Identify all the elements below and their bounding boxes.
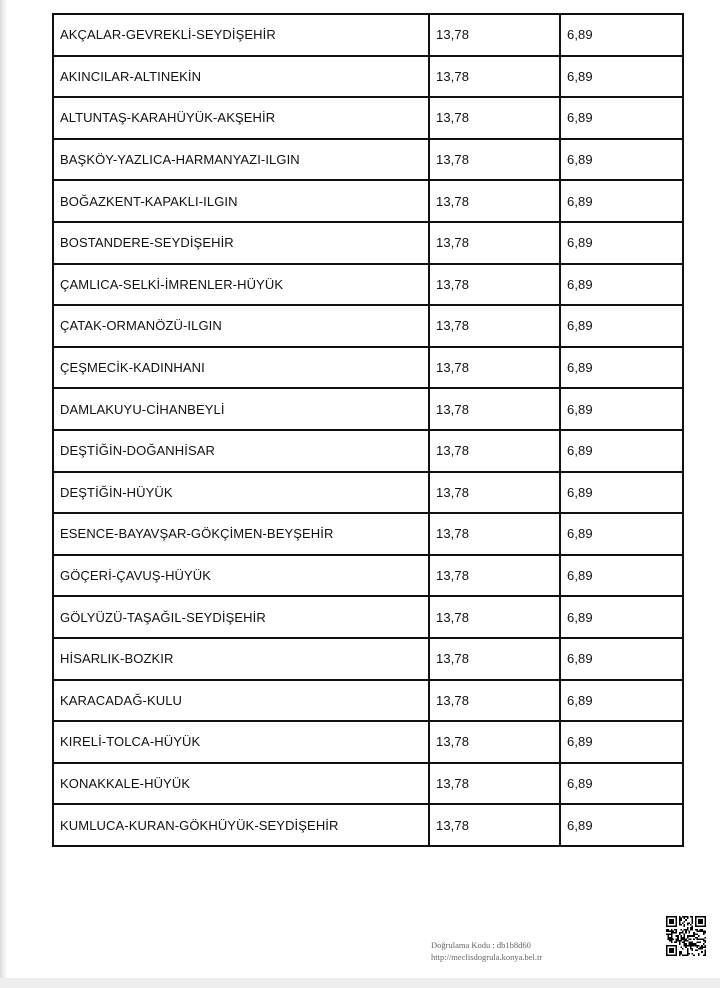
cell-name: BOSTANDERE-SEYDİŞEHİR xyxy=(53,222,429,264)
bottom-strip xyxy=(0,978,720,988)
cell-value-2: 6,89 xyxy=(560,264,683,306)
cell-value-2: 6,89 xyxy=(560,97,683,139)
table-row xyxy=(53,430,683,472)
cell-value-1: 13,78 xyxy=(429,763,560,805)
cell-name: AKINCILAR-ALTINEKİN xyxy=(53,56,429,98)
cell-value-1: 13,78 xyxy=(429,222,560,264)
cell-value-2: 6,89 xyxy=(560,596,683,638)
table-row xyxy=(53,139,683,181)
page-edge xyxy=(0,0,8,988)
cell-name: BAŞKÖY-YAZLICA-HARMANYAZI-ILGIN xyxy=(53,139,429,181)
table-row xyxy=(53,305,683,347)
cell-value-1: 13,78 xyxy=(429,139,560,181)
cell-value-1: 13,78 xyxy=(429,97,560,139)
cell-value-2: 6,89 xyxy=(560,180,683,222)
cell-value-1: 13,78 xyxy=(429,305,560,347)
cell-value-2: 6,89 xyxy=(560,472,683,514)
cell-name: KONAKKALE-HÜYÜK xyxy=(53,763,429,805)
table-row xyxy=(53,763,683,805)
table-row xyxy=(53,222,683,264)
cell-name: GÖLYÜZÜ-TAŞAĞIL-SEYDİŞEHİR xyxy=(53,596,429,638)
cell-value-2: 6,89 xyxy=(560,222,683,264)
cell-name: GÖÇERİ-ÇAVUŞ-HÜYÜK xyxy=(53,555,429,597)
cell-name: DEŞTİĞİN-DOĞANHİSAR xyxy=(53,430,429,472)
cell-value-2: 6,89 xyxy=(560,721,683,763)
cell-name: HİSARLIK-BOZKIR xyxy=(53,638,429,680)
cell-value-1: 13,78 xyxy=(429,347,560,389)
data-table xyxy=(52,13,684,847)
cell-value-1: 13,78 xyxy=(429,721,560,763)
cell-value-1: 13,78 xyxy=(429,596,560,638)
cell-value-2: 6,89 xyxy=(560,430,683,472)
table-row xyxy=(53,347,683,389)
cell-value-2: 6,89 xyxy=(560,14,683,56)
cell-value-1: 13,78 xyxy=(429,638,560,680)
verification-url[interactable]: http://meclisdogrula.konya.bel.tr xyxy=(431,952,543,962)
cell-value-2: 6,89 xyxy=(560,305,683,347)
table-row xyxy=(53,180,683,222)
verification-footer xyxy=(431,939,542,963)
table-row xyxy=(53,638,683,680)
cell-value-2: 6,89 xyxy=(560,804,683,846)
table-row xyxy=(53,56,683,98)
table-row xyxy=(53,472,683,514)
cell-name: ALTUNTAŞ-KARAHÜYÜK-AKŞEHİR xyxy=(53,97,429,139)
cell-name: DEŞTİĞİN-HÜYÜK xyxy=(53,472,429,514)
cell-value-2: 6,89 xyxy=(560,638,683,680)
table-row xyxy=(53,14,683,56)
cell-value-2: 6,89 xyxy=(560,388,683,430)
cell-value-2: 6,89 xyxy=(560,555,683,597)
cell-value-1: 13,78 xyxy=(429,56,560,98)
cell-value-1: 13,78 xyxy=(429,804,560,846)
table-row xyxy=(53,264,683,306)
cell-value-1: 13,78 xyxy=(429,388,560,430)
cell-value-1: 13,78 xyxy=(429,513,560,555)
cell-value-1: 13,78 xyxy=(429,264,560,306)
cell-name: KUMLUCA-KURAN-GÖKHÜYÜK-SEYDİŞEHİR xyxy=(53,804,429,846)
cell-value-1: 13,78 xyxy=(429,680,560,722)
cell-value-1: 13,78 xyxy=(429,472,560,514)
cell-name: ÇATAK-ORMANÖZÜ-ILGIN xyxy=(53,305,429,347)
cell-value-2: 6,89 xyxy=(560,139,683,181)
cell-value-2: 6,89 xyxy=(560,347,683,389)
table-row xyxy=(53,97,683,139)
cell-value-1: 13,78 xyxy=(429,430,560,472)
table-row xyxy=(53,388,683,430)
cell-name: KIRELİ-TOLCA-HÜYÜK xyxy=(53,721,429,763)
table-row xyxy=(53,721,683,763)
cell-name: ESENCE-BAYAVŞAR-GÖKÇİMEN-BEYŞEHİR xyxy=(53,513,429,555)
cell-value-2: 6,89 xyxy=(560,680,683,722)
cell-name: BOĞAZKENT-KAPAKLI-ILGIN xyxy=(53,180,429,222)
cell-name: AKÇALAR-GEVREKLİ-SEYDİŞEHİR xyxy=(53,14,429,56)
verification-code: Doğrulama Kodu : db1b8d60 xyxy=(431,940,531,950)
table-row xyxy=(53,804,683,846)
table-row xyxy=(53,555,683,597)
cell-name: ÇAMLICA-SELKİ-İMRENLER-HÜYÜK xyxy=(53,264,429,306)
cell-value-1: 13,78 xyxy=(429,180,560,222)
cell-value-2: 6,89 xyxy=(560,513,683,555)
cell-value-2: 6,89 xyxy=(560,763,683,805)
cell-name: DAMLAKUYU-CİHANBEYLİ xyxy=(53,388,429,430)
table-row xyxy=(53,596,683,638)
cell-name: ÇEŞMECİK-KADINHANI xyxy=(53,347,429,389)
cell-name: KARACADAĞ-KULU xyxy=(53,680,429,722)
cell-value-2: 6,89 xyxy=(560,56,683,98)
cell-value-1: 13,78 xyxy=(429,555,560,597)
qr-code-icon xyxy=(666,916,706,956)
table-row xyxy=(53,513,683,555)
table-body xyxy=(53,14,683,846)
cell-value-1: 13,78 xyxy=(429,14,560,56)
table-row xyxy=(53,680,683,722)
